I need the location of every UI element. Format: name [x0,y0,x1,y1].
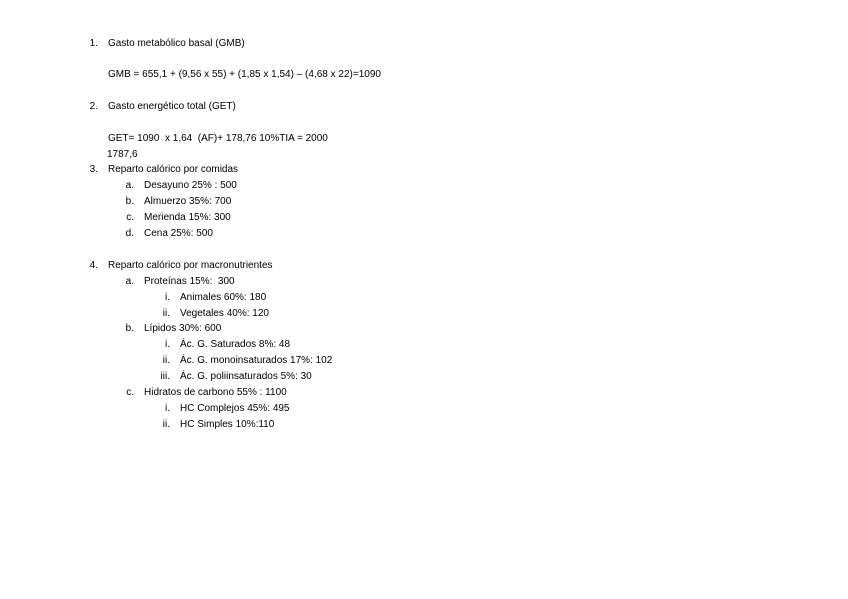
section-title: Reparto calórico por comidas [108,164,239,175]
section-number: 1. [89,38,98,49]
sublist-item-marker: i. [165,339,170,350]
sublist-item-marker: i. [165,292,170,303]
list-item-marker: a. [125,276,134,287]
sublist-item-marker: i. [165,403,170,414]
sublist-item: Vegetales 40%: 120 [180,308,269,319]
list-item-marker: a. [125,180,134,191]
list-item-marker: b. [125,196,134,207]
list-item-marker: b. [125,323,134,334]
list-item: Cena 25%: 500 [144,228,213,239]
sublist-item-marker: ii. [162,308,170,319]
sublist-item: Ác. G. poliinsaturados 5%: 30 [180,371,312,382]
section-title: Reparto calórico por macronutrientes [108,260,273,271]
get-formula: GET= 1090 x 1,64 (AF)+ 178,76 10%TIA = 2000 [108,133,328,144]
list-item-marker: c. [126,212,134,223]
list-item: Desayuno 25% : 500 [144,180,237,191]
list-item: Merienda 15%: 300 [144,212,231,223]
sublist-item-marker: ii. [162,355,170,366]
list-item: Almuerzo 35%: 700 [144,196,232,207]
section-number: 3. [89,164,98,175]
list-item: Hidratos de carbono 55% : 1100 [144,387,287,398]
list-item: Lípidos 30%: 600 [144,323,222,334]
sublist-item-marker: ii. [162,419,170,430]
get-extra-value: 1787,6 [107,149,138,160]
gmb-formula: GMB = 655,1 + (9,56 x 55) + (1,85 x 1,54) – (4,68 x 22)=1090 [108,69,381,80]
section-title: Gasto metabólico basal (GMB) [108,38,245,49]
sublist-item: HC Complejos 45%: 495 [180,403,290,414]
list-item-marker: d. [125,228,134,239]
sublist-item: Ác. G. monoinsaturados 17%: 102 [180,355,333,366]
section-number: 4. [89,260,98,271]
list-item: Proteínas 15%: 300 [144,276,235,287]
sublist-item: Animales 60%: 180 [180,292,267,303]
list-item-marker: c. [126,387,134,398]
section-title: Gasto energético total (GET) [108,101,236,112]
sublist-item: Ác. G. Saturados 8%: 48 [180,339,291,350]
sublist-item: HC Simples 10%:110 [180,419,275,430]
section-number: 2. [89,101,98,112]
sublist-item-marker: iii. [160,371,170,382]
